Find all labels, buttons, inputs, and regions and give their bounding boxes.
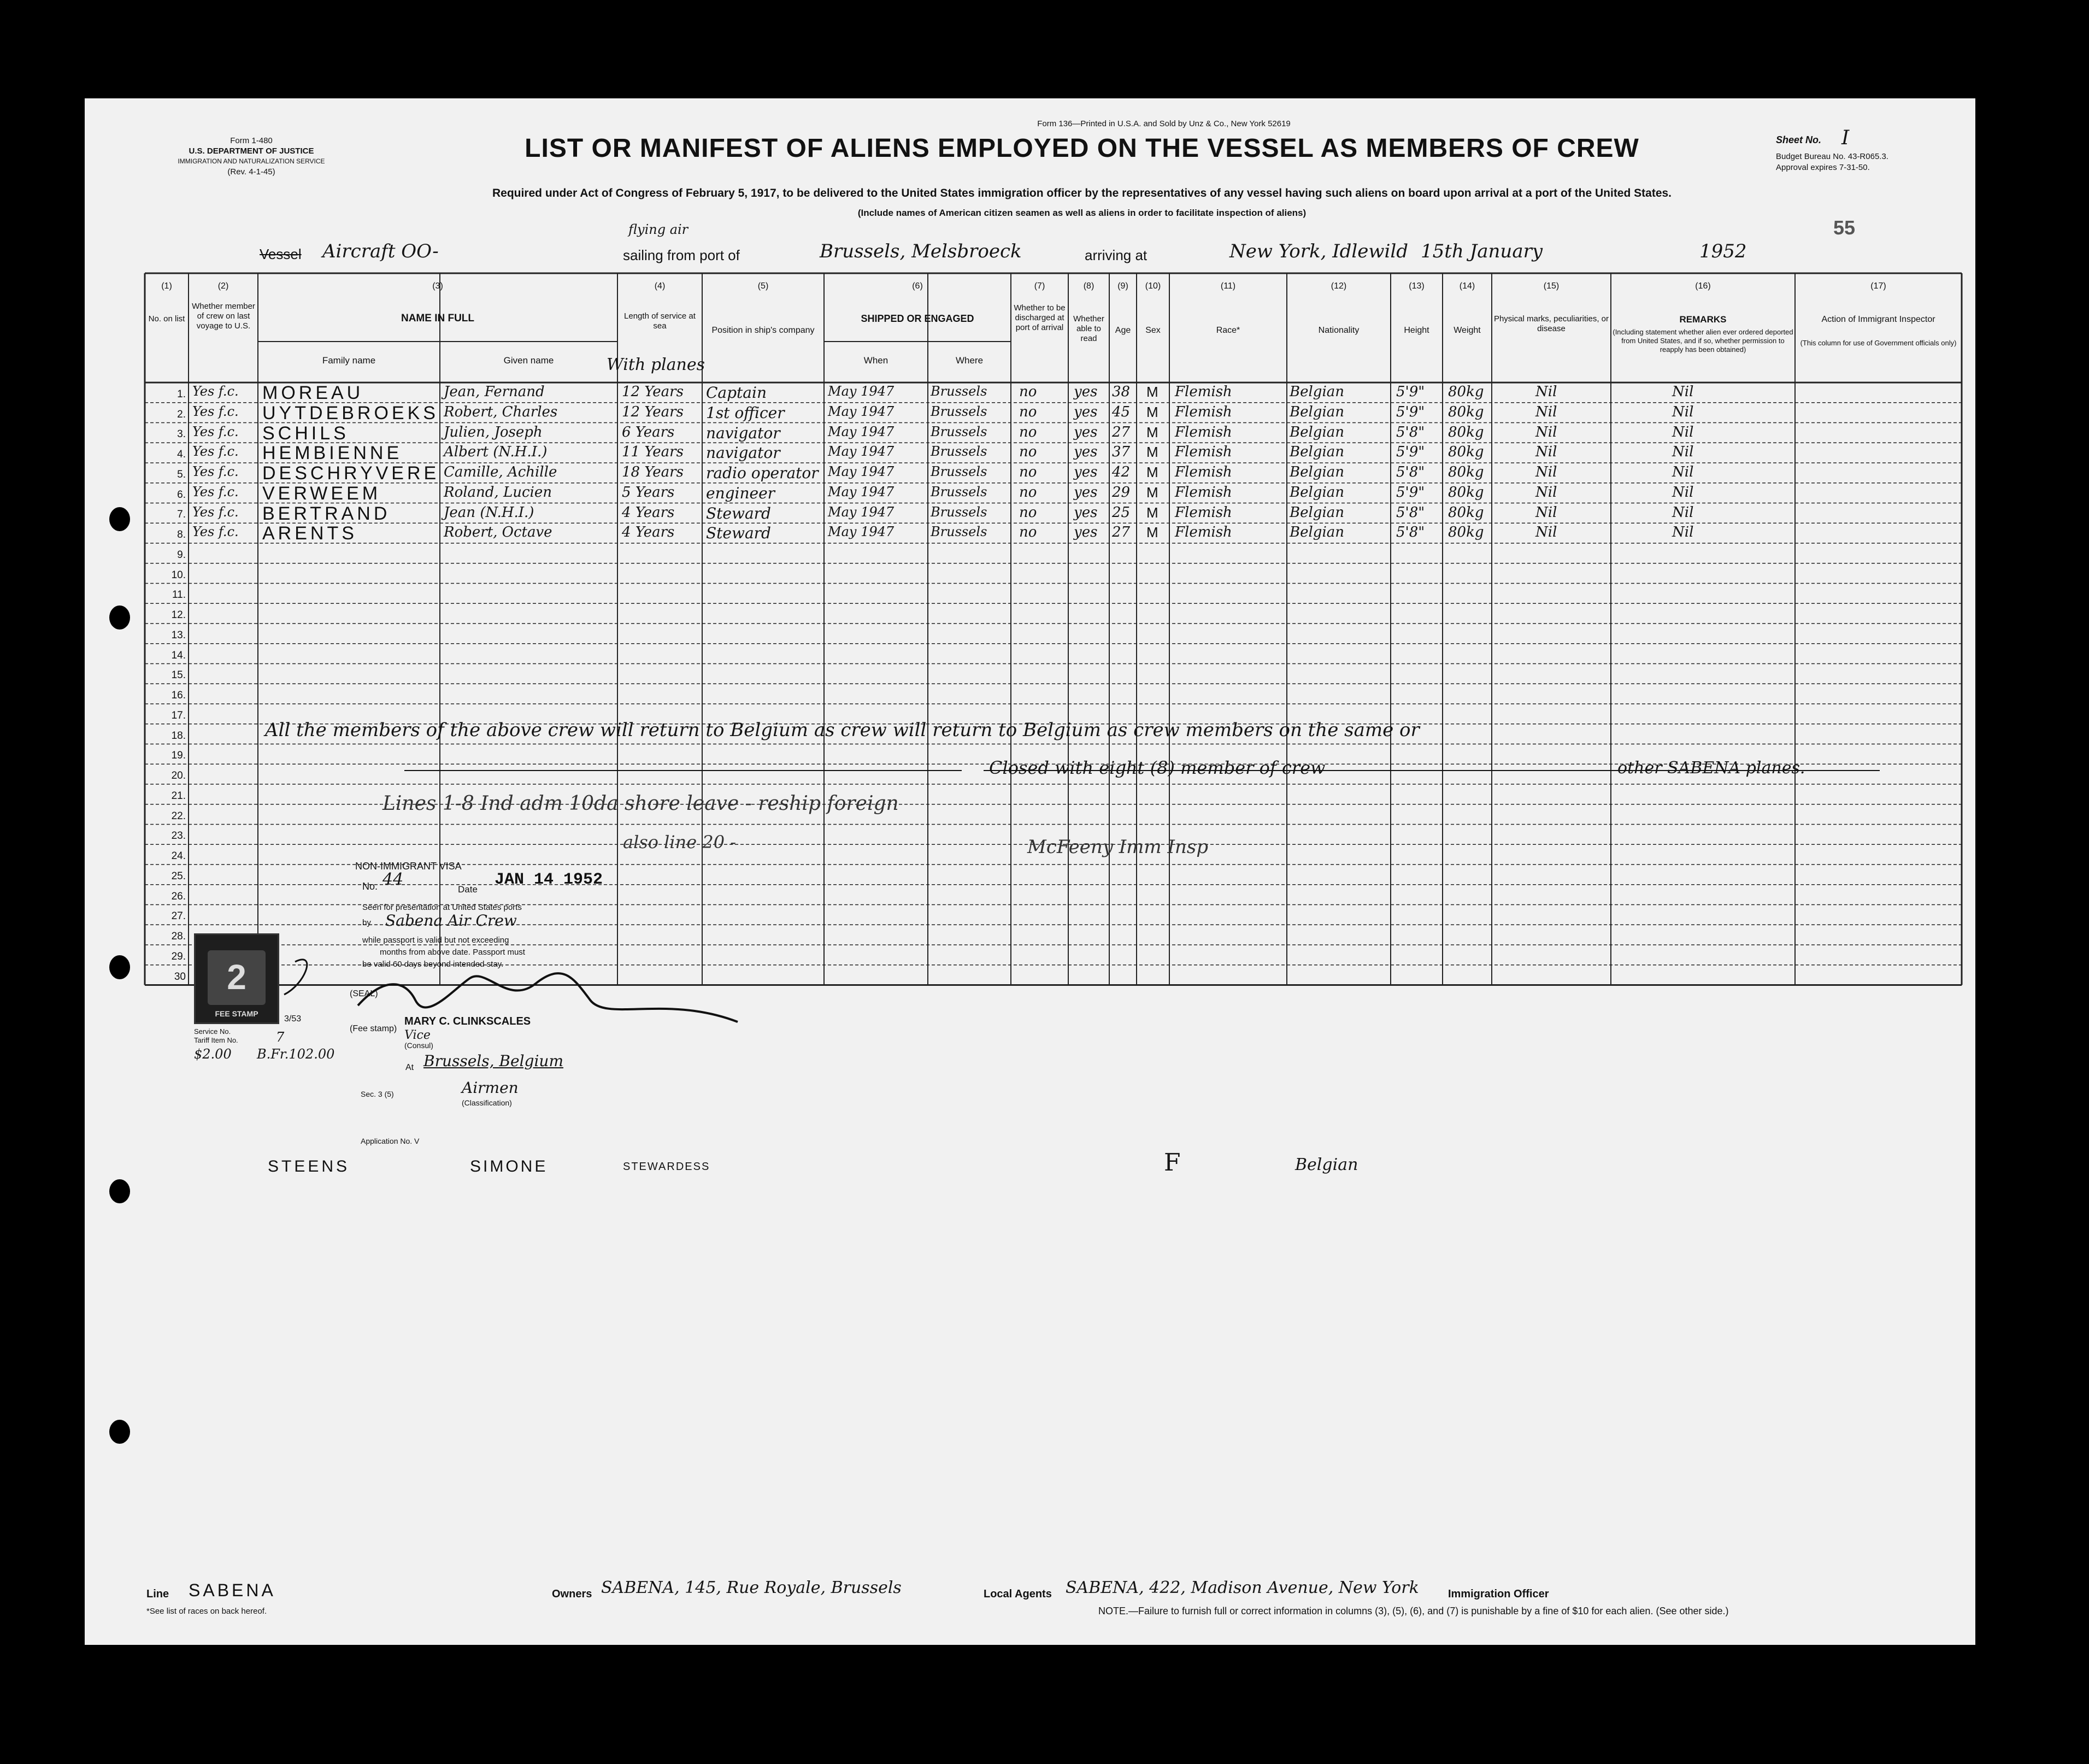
row-number: 10. [171, 569, 186, 581]
cell-position: engineer [706, 484, 775, 502]
cell-member: Yes f.c. [192, 524, 239, 540]
visa-no-label: No. [362, 881, 378, 892]
row-number: 11. [172, 589, 186, 601]
column-header: Weight [1454, 326, 1481, 335]
cell-height: 5'9" [1396, 444, 1425, 461]
row-number: 9. [177, 549, 186, 561]
cell-family: VERWEEM [262, 483, 381, 504]
column-number: (9) [1117, 281, 1128, 291]
row-number: 8. [177, 529, 186, 540]
visa-at-value: Brussels, Belgium [423, 1052, 563, 1070]
cell-length: 11 Years [622, 444, 684, 461]
cell-given: Camille, Achille [444, 464, 557, 480]
cell-age: 37 [1112, 444, 1131, 461]
cell-remarks: Nil [1672, 424, 1694, 440]
visa-no-value: 44 [383, 870, 404, 889]
visa-months-text: months from above date. Passport must [380, 948, 525, 957]
visa-be-valid: be valid 60 days beyond intended stay. [362, 960, 504, 969]
cell-position: 1st officer [706, 403, 785, 422]
cell-member: Yes f.c. [192, 504, 239, 520]
cell-race: Flemish [1175, 504, 1232, 521]
column-number: (15) [1543, 281, 1560, 291]
column-header: Whether able to read [1073, 314, 1104, 343]
visa-fee-stamp: (Fee stamp) [350, 1024, 397, 1033]
cell-weight: 80kg [1448, 424, 1484, 440]
cell-weight: 80kg [1448, 484, 1484, 501]
cell-discharged: no [1019, 403, 1037, 420]
cell-when: May 1947 [828, 524, 895, 540]
inspector-signature: McFeeny Imm Insp [1027, 836, 1209, 858]
column-number: (8) [1083, 281, 1094, 291]
cell-position: radio operator [706, 464, 819, 482]
service-no: Service No. [194, 1027, 231, 1036]
column-header: SHIPPED OR ENGAGED [861, 313, 974, 324]
cell-discharged: no [1019, 424, 1037, 440]
cell-read: yes [1074, 504, 1098, 521]
cell-race: Flemish [1175, 424, 1232, 440]
cell-position: Captain [706, 384, 767, 402]
cell-nationality: Belgian [1290, 424, 1345, 440]
note-line12: also line 20 - [623, 832, 737, 852]
cell-height: 5'8" [1396, 504, 1425, 521]
cell-family: MOREAU [262, 383, 364, 403]
cell-physical: Nil [1535, 504, 1557, 521]
cell-height: 5'8" [1396, 464, 1425, 480]
cell-height: 5'8" [1396, 424, 1425, 440]
cell-given: Jean (N.H.I.) [444, 504, 534, 521]
column-number: (12) [1331, 281, 1347, 291]
column-header: Length of service at sea [624, 311, 696, 331]
column-header: Family name [322, 355, 376, 366]
cell-remarks: Nil [1672, 403, 1694, 420]
row-number: 30 [174, 971, 186, 983]
cell-when: May 1947 [828, 504, 895, 520]
cell-height: 5'9" [1396, 403, 1425, 420]
column-number: (10) [1145, 281, 1161, 291]
row-number: 20. [171, 770, 186, 781]
cell-family: BERTRAND [262, 503, 391, 524]
visa-valid-text: while passport is valid but not exceeding [362, 936, 509, 945]
column-header: Physical marks, peculiarities, or disease [1493, 314, 1609, 333]
visa-by-label: by [362, 918, 371, 927]
cell-race: Flemish [1175, 524, 1232, 541]
cell-given: Roland, Lucien [444, 484, 552, 501]
cell-length: 6 Years [622, 424, 675, 440]
column-number: (11) [1220, 281, 1236, 291]
cell-sex: M [1146, 464, 1158, 480]
cell-given: Robert, Charles [444, 403, 558, 420]
cell-discharged: no [1019, 384, 1037, 400]
cell-height: 5'8" [1396, 524, 1425, 541]
visa-vice: Vice [404, 1028, 431, 1042]
cell-age: 25 [1112, 504, 1131, 521]
cell-family: UYTDEBROEKS [262, 402, 439, 424]
cell-height: 5'9" [1396, 484, 1425, 501]
cell-family: ARENTS [262, 523, 357, 544]
cell-member: Yes f.c. [192, 484, 239, 499]
cell-where: Brussels [931, 524, 987, 540]
cell-physical: Nil [1535, 384, 1557, 400]
subtitle: Required under Act of Congress of February 5, 1917, to be delivered to the United States immigration officer by the representatives of any vessel having such aliens on board upon arrival at a port of the United States. [492, 187, 1672, 199]
column-header: Position in ship's company [711, 326, 815, 335]
cell-remarks: Nil [1672, 504, 1694, 521]
cell-given: Albert (N.H.I.) [444, 444, 548, 461]
cell-physical: Nil [1535, 424, 1557, 440]
cell-where: Brussels [931, 403, 987, 419]
cell-position: Steward [706, 524, 771, 543]
row-number: 22. [171, 810, 186, 822]
row-number: 2. [177, 408, 186, 420]
cell-discharged: no [1019, 484, 1037, 501]
column-header: When [863, 355, 888, 366]
page-title: LIST OR MANIFEST OF ALIENS EMPLOYED ON THE VESSEL AS MEMBERS OF CREW [525, 134, 1639, 163]
form-number: Form 1-480 [230, 136, 273, 145]
row-number: 6. [177, 489, 186, 501]
row-number: 28. [171, 931, 186, 942]
owners-value: SABENA, 145, Rue Royale, Brussels [601, 1578, 902, 1597]
service-value: 7 [276, 1030, 285, 1045]
cell-nationality: Belgian [1290, 384, 1345, 400]
column-number: (13) [1409, 281, 1425, 291]
cell-family: SCHILS [262, 422, 349, 444]
penalty-note: NOTE.—Failure to furnish full or correct information in columns (3), (5), (6), and (7) is punishable by a fine of $10 for each alien. (See other side.) [1098, 1606, 1729, 1616]
tariff-item: Tariff Item No. [194, 1036, 238, 1044]
cell-discharged: no [1019, 444, 1037, 461]
column-number: (14) [1459, 281, 1475, 291]
with-planes-note: With planes [607, 355, 705, 374]
page-number: 55 [1833, 216, 1856, 239]
cell-where: Brussels [931, 464, 987, 479]
cell-height: 5'9" [1396, 384, 1425, 400]
cell-read: yes [1074, 424, 1098, 440]
note-line9: All the members of the above crew will return to Belgium as crew will return to Belgium as crew members on the same or [265, 719, 1420, 741]
visa-application: Application No. V [361, 1137, 420, 1145]
cell-position: Steward [706, 504, 771, 522]
cell-when: May 1947 [828, 464, 895, 479]
arriving-value: New York, Idlewild [1229, 240, 1409, 262]
note-line10b: other SABENA planes. [1617, 758, 1805, 778]
cell-discharged: no [1019, 464, 1037, 480]
cell-remarks: Nil [1672, 384, 1694, 400]
row-number: 5. [177, 468, 186, 480]
column-number: (6) [912, 281, 923, 291]
row-number: 13. [171, 629, 186, 641]
visa-consul: (Consul) [404, 1041, 433, 1050]
cell-member: Yes f.c. [192, 424, 239, 439]
row20-nationality: Belgian [1295, 1155, 1358, 1174]
cell-length: 12 Years [622, 403, 684, 420]
cell-when: May 1947 [828, 424, 895, 439]
column-header: Action of Immigrant Inspector [1821, 315, 1935, 324]
sailing-label: sailing from port of [623, 247, 740, 263]
cell-position: navigator [706, 424, 780, 442]
cell-remarks: Nil [1672, 484, 1694, 501]
cell-physical: Nil [1535, 464, 1557, 480]
column-header: NAME IN FULL [401, 313, 475, 324]
agents-label: Local Agents [984, 1588, 1052, 1600]
cell-nationality: Belgian [1290, 444, 1345, 461]
cell-where: Brussels [931, 504, 987, 520]
fee-stamp-value: 2 [227, 957, 246, 997]
vessel-label: Vessel [260, 246, 302, 262]
department-name: U.S. DEPARTMENT OF JUSTICE [189, 146, 314, 156]
column-header: Height [1404, 326, 1429, 335]
fee-total: B.Fr.102.00 [257, 1046, 335, 1062]
arriving-label: arriving at [1085, 247, 1148, 263]
row-number: 29. [171, 950, 186, 962]
note-line11: Lines 1-8 Ind adm 10da shore leave - reship foreign [383, 792, 899, 815]
column-header: (Including statement whether alien ever ordered deported from United States, and if so, whether permission to reapply has been obtained) [1613, 328, 1793, 354]
column-header: No. on list [148, 314, 185, 324]
consul-name: MARY C. CLINKSCALES [404, 1015, 531, 1027]
column-header: Whether member of crew on last voyage to U.S. [192, 302, 255, 331]
row-number: 14. [171, 649, 186, 661]
cell-weight: 80kg [1448, 384, 1484, 400]
row-number: 25. [171, 870, 186, 882]
column-header: Sex [1145, 326, 1161, 335]
cell-sex: M [1146, 444, 1158, 461]
visa-sec-value: Airmen [462, 1079, 519, 1097]
service-name: IMMIGRATION AND NATURALIZATION SERVICE [178, 157, 325, 165]
row-number: 21. [171, 790, 186, 802]
column-number: (4) [654, 281, 666, 291]
cell-where: Brussels [931, 444, 987, 460]
approval-expires: Approval expires 7-31-50. [1776, 163, 1870, 172]
visa-sec-label: Sec. 3 (5) [361, 1090, 394, 1098]
cell-race: Flemish [1175, 444, 1232, 461]
cell-weight: 80kg [1448, 444, 1484, 461]
cell-nationality: Belgian [1290, 524, 1345, 541]
printer-line: Form 136—Printed in U.S.A. and Sold by Unz & Co., New York 52619 [1037, 119, 1291, 128]
row-number: 19. [171, 750, 186, 762]
cell-sex: M [1146, 484, 1158, 501]
revision: (Rev. 4-1-45) [227, 167, 275, 177]
cell-nationality: Belgian [1290, 484, 1345, 501]
column-header: (This column for use of Government officials only) [1800, 339, 1957, 347]
cell-when: May 1947 [828, 403, 895, 419]
vessel-value: Aircraft OO- [322, 240, 439, 262]
visa-date-label: Date [458, 884, 478, 895]
cell-given: Robert, Octave [444, 524, 552, 541]
cell-race: Flemish [1175, 403, 1232, 420]
column-number: (17) [1870, 281, 1886, 291]
cell-physical: Nil [1535, 403, 1557, 420]
cell-when: May 1947 [828, 384, 895, 399]
cell-age: 42 [1112, 464, 1131, 480]
cell-age: 27 [1112, 424, 1131, 440]
column-header: Race* [1216, 326, 1240, 335]
cell-read: yes [1074, 384, 1098, 400]
cell-sex: M [1146, 504, 1158, 521]
row20-given: SIMONE [470, 1157, 548, 1175]
visa-at-label: At [405, 1063, 414, 1072]
column-number: (16) [1695, 281, 1711, 291]
cell-sex: M [1146, 524, 1158, 541]
row-number: 1. [177, 388, 186, 400]
cell-age: 45 [1112, 403, 1131, 420]
row-number: 7. [177, 509, 186, 521]
cell-length: 4 Years [622, 524, 675, 541]
cell-nationality: Belgian [1290, 403, 1345, 420]
column-header: Where [955, 355, 984, 366]
cell-nationality: Belgian [1290, 504, 1345, 521]
visa-heading: NON-IMMIGRANT VISA [355, 861, 462, 872]
port-value: Brussels, Melsbroeck [820, 240, 1022, 262]
cell-discharged: no [1019, 504, 1037, 521]
cell-weight: 80kg [1448, 504, 1484, 521]
note-line10a: Closed with eight (8) member of crew [989, 757, 1326, 778]
cell-age: 38 [1112, 384, 1131, 400]
line-value: SABENA [189, 1580, 276, 1600]
cell-race: Flemish [1175, 464, 1232, 480]
visa-seen: Seen for presentation at United States ports [362, 903, 522, 912]
column-number: (2) [217, 281, 229, 291]
row-number: 4. [177, 449, 186, 460]
cell-physical: Nil [1535, 524, 1557, 541]
row20-family: STEENS [268, 1157, 350, 1175]
column-header: Given name [503, 355, 554, 366]
cell-remarks: Nil [1672, 444, 1694, 461]
cell-race: Flemish [1175, 484, 1232, 501]
cell-read: yes [1074, 444, 1098, 461]
cell-family: HEMBIENNE [262, 443, 403, 464]
column-number: (7) [1034, 281, 1045, 291]
arrival-year: 1952 [1699, 240, 1747, 262]
cell-when: May 1947 [828, 484, 895, 499]
column-header: Age [1115, 326, 1131, 335]
cell-where: Brussels [931, 384, 987, 399]
cell-read: yes [1074, 403, 1098, 420]
line-label: Line [146, 1588, 169, 1600]
cell-where: Brussels [931, 484, 987, 499]
row-number: 16. [171, 690, 186, 701]
visa-by-value: Sabena Air Crew [385, 912, 517, 930]
cell-weight: 80kg [1448, 403, 1484, 420]
cell-length: 12 Years [622, 384, 684, 400]
cell-where: Brussels [931, 424, 987, 439]
column-header: Nationality [1318, 326, 1360, 335]
cell-length: 5 Years [622, 484, 675, 501]
cell-remarks: Nil [1672, 524, 1694, 541]
sheet-label: Sheet No. [1776, 134, 1822, 145]
column-number: (3) [432, 281, 443, 291]
column-header: Whether to be discharged at port of arrival [1014, 303, 1066, 332]
column-header: REMARKS [1679, 314, 1727, 325]
cell-remarks: Nil [1672, 464, 1694, 480]
fee-stamp-label: FEE STAMP [215, 1009, 258, 1018]
officer-label: Immigration Officer [1448, 1588, 1549, 1600]
cell-length: 4 Years [622, 504, 675, 521]
agents-value: SABENA, 422, Madison Avenue, New York [1066, 1578, 1419, 1597]
row-number: 26. [171, 890, 186, 902]
row-number: 24. [171, 850, 186, 862]
cell-position: navigator [706, 444, 780, 462]
budget-bureau: Budget Bureau No. 43-R065.3. [1776, 152, 1888, 161]
cell-weight: 80kg [1448, 464, 1484, 480]
row-number: 3. [177, 428, 186, 440]
fee-amount: $2.00 [194, 1046, 232, 1062]
owners-label: Owners [552, 1588, 592, 1600]
row20-position: STEWARDESS [623, 1161, 710, 1173]
arrival-date: 15th January [1421, 240, 1543, 262]
row20-sex: F [1164, 1149, 1181, 1177]
sheet-number: I [1841, 127, 1850, 149]
cell-read: yes [1074, 464, 1098, 480]
cell-member: Yes f.c. [192, 444, 239, 460]
row-number: 15. [171, 669, 186, 681]
cell-read: yes [1074, 524, 1098, 541]
cell-when: May 1947 [828, 444, 895, 460]
row-number: 23. [171, 830, 186, 842]
cell-physical: Nil [1535, 444, 1557, 461]
cell-member: Yes f.c. [192, 384, 239, 399]
signature-stroke [358, 973, 738, 1022]
cell-sex: M [1146, 424, 1158, 440]
races-note: *See list of races on back hereof. [146, 1607, 267, 1616]
cell-sex: M [1146, 384, 1158, 400]
cell-nationality: Belgian [1290, 464, 1345, 480]
cell-member: Yes f.c. [192, 464, 239, 479]
cell-physical: Nil [1535, 484, 1557, 501]
cell-given: Julien, Joseph [444, 424, 543, 440]
visa-date-value: JAN 14 1952 [495, 871, 603, 889]
cell-member: Yes f.c. [192, 403, 239, 419]
column-number: (5) [757, 281, 769, 291]
flying-note: flying air [628, 222, 689, 237]
cell-age: 29 [1112, 484, 1131, 501]
visa-fee-no: 3/53 [284, 1014, 302, 1024]
cell-read: yes [1074, 484, 1098, 501]
row-number: 17. [171, 709, 186, 721]
cell-age: 27 [1112, 524, 1131, 541]
cell-length: 18 Years [622, 464, 684, 480]
cell-sex: M [1146, 403, 1158, 420]
fee-stamp-image [194, 933, 279, 1024]
row-number: 18. [171, 730, 186, 742]
subnote: (Include names of American citizen seamen as well as aliens in order to facilitate inspection of aliens) [857, 208, 1307, 218]
cell-discharged: no [1019, 524, 1037, 541]
row-number: 27. [171, 910, 186, 922]
cell-weight: 80kg [1448, 524, 1484, 541]
visa-classification: (Classification) [462, 1098, 512, 1107]
cell-given: Jean, Fernand [444, 384, 545, 400]
cell-family: DESCHRYVERE [262, 463, 440, 484]
cell-race: Flemish [1175, 384, 1232, 400]
row-number: 12. [171, 609, 186, 621]
visa-seal: (SEAL) [350, 989, 378, 998]
column-number: (1) [161, 281, 172, 291]
